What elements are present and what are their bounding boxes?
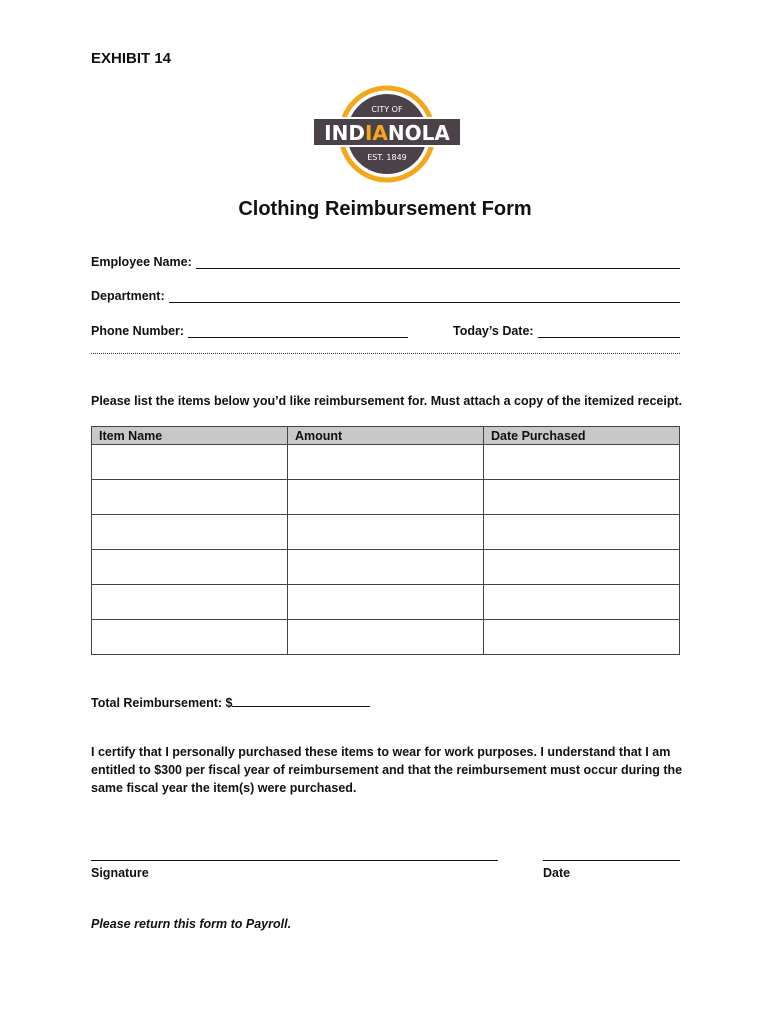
item-name-cell[interactable] xyxy=(92,480,288,515)
item-name-cell[interactable] xyxy=(92,550,288,585)
phone-field[interactable] xyxy=(188,323,408,338)
todays-date-label: Today’s Date: xyxy=(453,324,534,338)
amount-cell[interactable] xyxy=(288,550,484,585)
department-field[interactable] xyxy=(169,288,680,303)
table-row xyxy=(92,550,680,585)
amount-cell[interactable] xyxy=(288,445,484,480)
logo-city-of: CITY OF xyxy=(371,105,403,114)
date-purchased-cell[interactable] xyxy=(484,480,680,515)
table-row xyxy=(92,620,680,655)
signature-date-line[interactable] xyxy=(543,860,680,861)
logo-established: EST. 1849 xyxy=(367,153,407,162)
total-reimbursement-row xyxy=(91,694,370,710)
instructions: Please list the items below you’d like reimbursement for. Must attach a copy of the itemized receipt. xyxy=(91,394,683,408)
certification-statement: I certify that I personally purchased these items to wear for work purposes. I understand that I am entitled to $300 per fiscal year of reimbursement and that the reimbursement must occur during the same fiscal year the item(s) were purchased. xyxy=(91,745,683,795)
svg-text:INDIANOLA xyxy=(324,121,450,145)
return-note: Please return this form to Payroll. xyxy=(91,917,292,931)
city-logo xyxy=(313,84,461,184)
logo-name-part2: IA xyxy=(364,121,388,145)
amount-cell[interactable] xyxy=(288,620,484,655)
logo-name-part1: IND xyxy=(324,121,365,145)
header-amount: Amount xyxy=(288,427,484,445)
table-row xyxy=(92,515,680,550)
table-row xyxy=(92,480,680,515)
amount-cell[interactable] xyxy=(288,515,484,550)
phone-label: Phone Number: xyxy=(91,324,185,338)
amount-cell[interactable] xyxy=(288,585,484,620)
signature-date-label: Date xyxy=(543,866,571,880)
employee-name-row xyxy=(91,254,680,269)
date-purchased-cell[interactable] xyxy=(484,515,680,550)
employee-name-field[interactable] xyxy=(196,254,680,269)
date-purchased-cell[interactable] xyxy=(484,585,680,620)
table-header-row xyxy=(92,427,680,445)
form-title: Clothing Reimbursement Form xyxy=(238,198,532,220)
department-row xyxy=(91,288,680,303)
date-purchased-cell[interactable] xyxy=(484,550,680,585)
item-name-cell[interactable] xyxy=(92,445,288,480)
items-table xyxy=(91,426,680,655)
signature-label: Signature xyxy=(91,866,149,880)
item-name-cell[interactable] xyxy=(92,515,288,550)
todays-date-row xyxy=(453,323,680,338)
logo-name-part3: NOLA xyxy=(387,121,450,145)
item-name-cell[interactable] xyxy=(92,620,288,655)
amount-cell[interactable] xyxy=(288,480,484,515)
total-reimbursement-field[interactable] xyxy=(232,694,370,707)
todays-date-field[interactable] xyxy=(538,323,680,338)
exhibit-label: EXHIBIT 14 xyxy=(91,50,172,67)
date-purchased-cell[interactable] xyxy=(484,620,680,655)
department-label: Department: xyxy=(91,289,165,303)
header-item-name: Item Name xyxy=(92,427,288,445)
signature-line[interactable] xyxy=(91,860,498,861)
item-name-cell[interactable] xyxy=(92,585,288,620)
employee-name-label: Employee Name: xyxy=(91,255,192,269)
phone-row xyxy=(91,323,408,338)
header-date-purchased: Date Purchased xyxy=(484,427,680,445)
date-purchased-cell[interactable] xyxy=(484,445,680,480)
section-divider xyxy=(91,353,680,354)
table-row xyxy=(92,585,680,620)
total-reimbursement-label: Total Reimbursement: $ xyxy=(91,696,233,710)
table-row xyxy=(92,445,680,480)
